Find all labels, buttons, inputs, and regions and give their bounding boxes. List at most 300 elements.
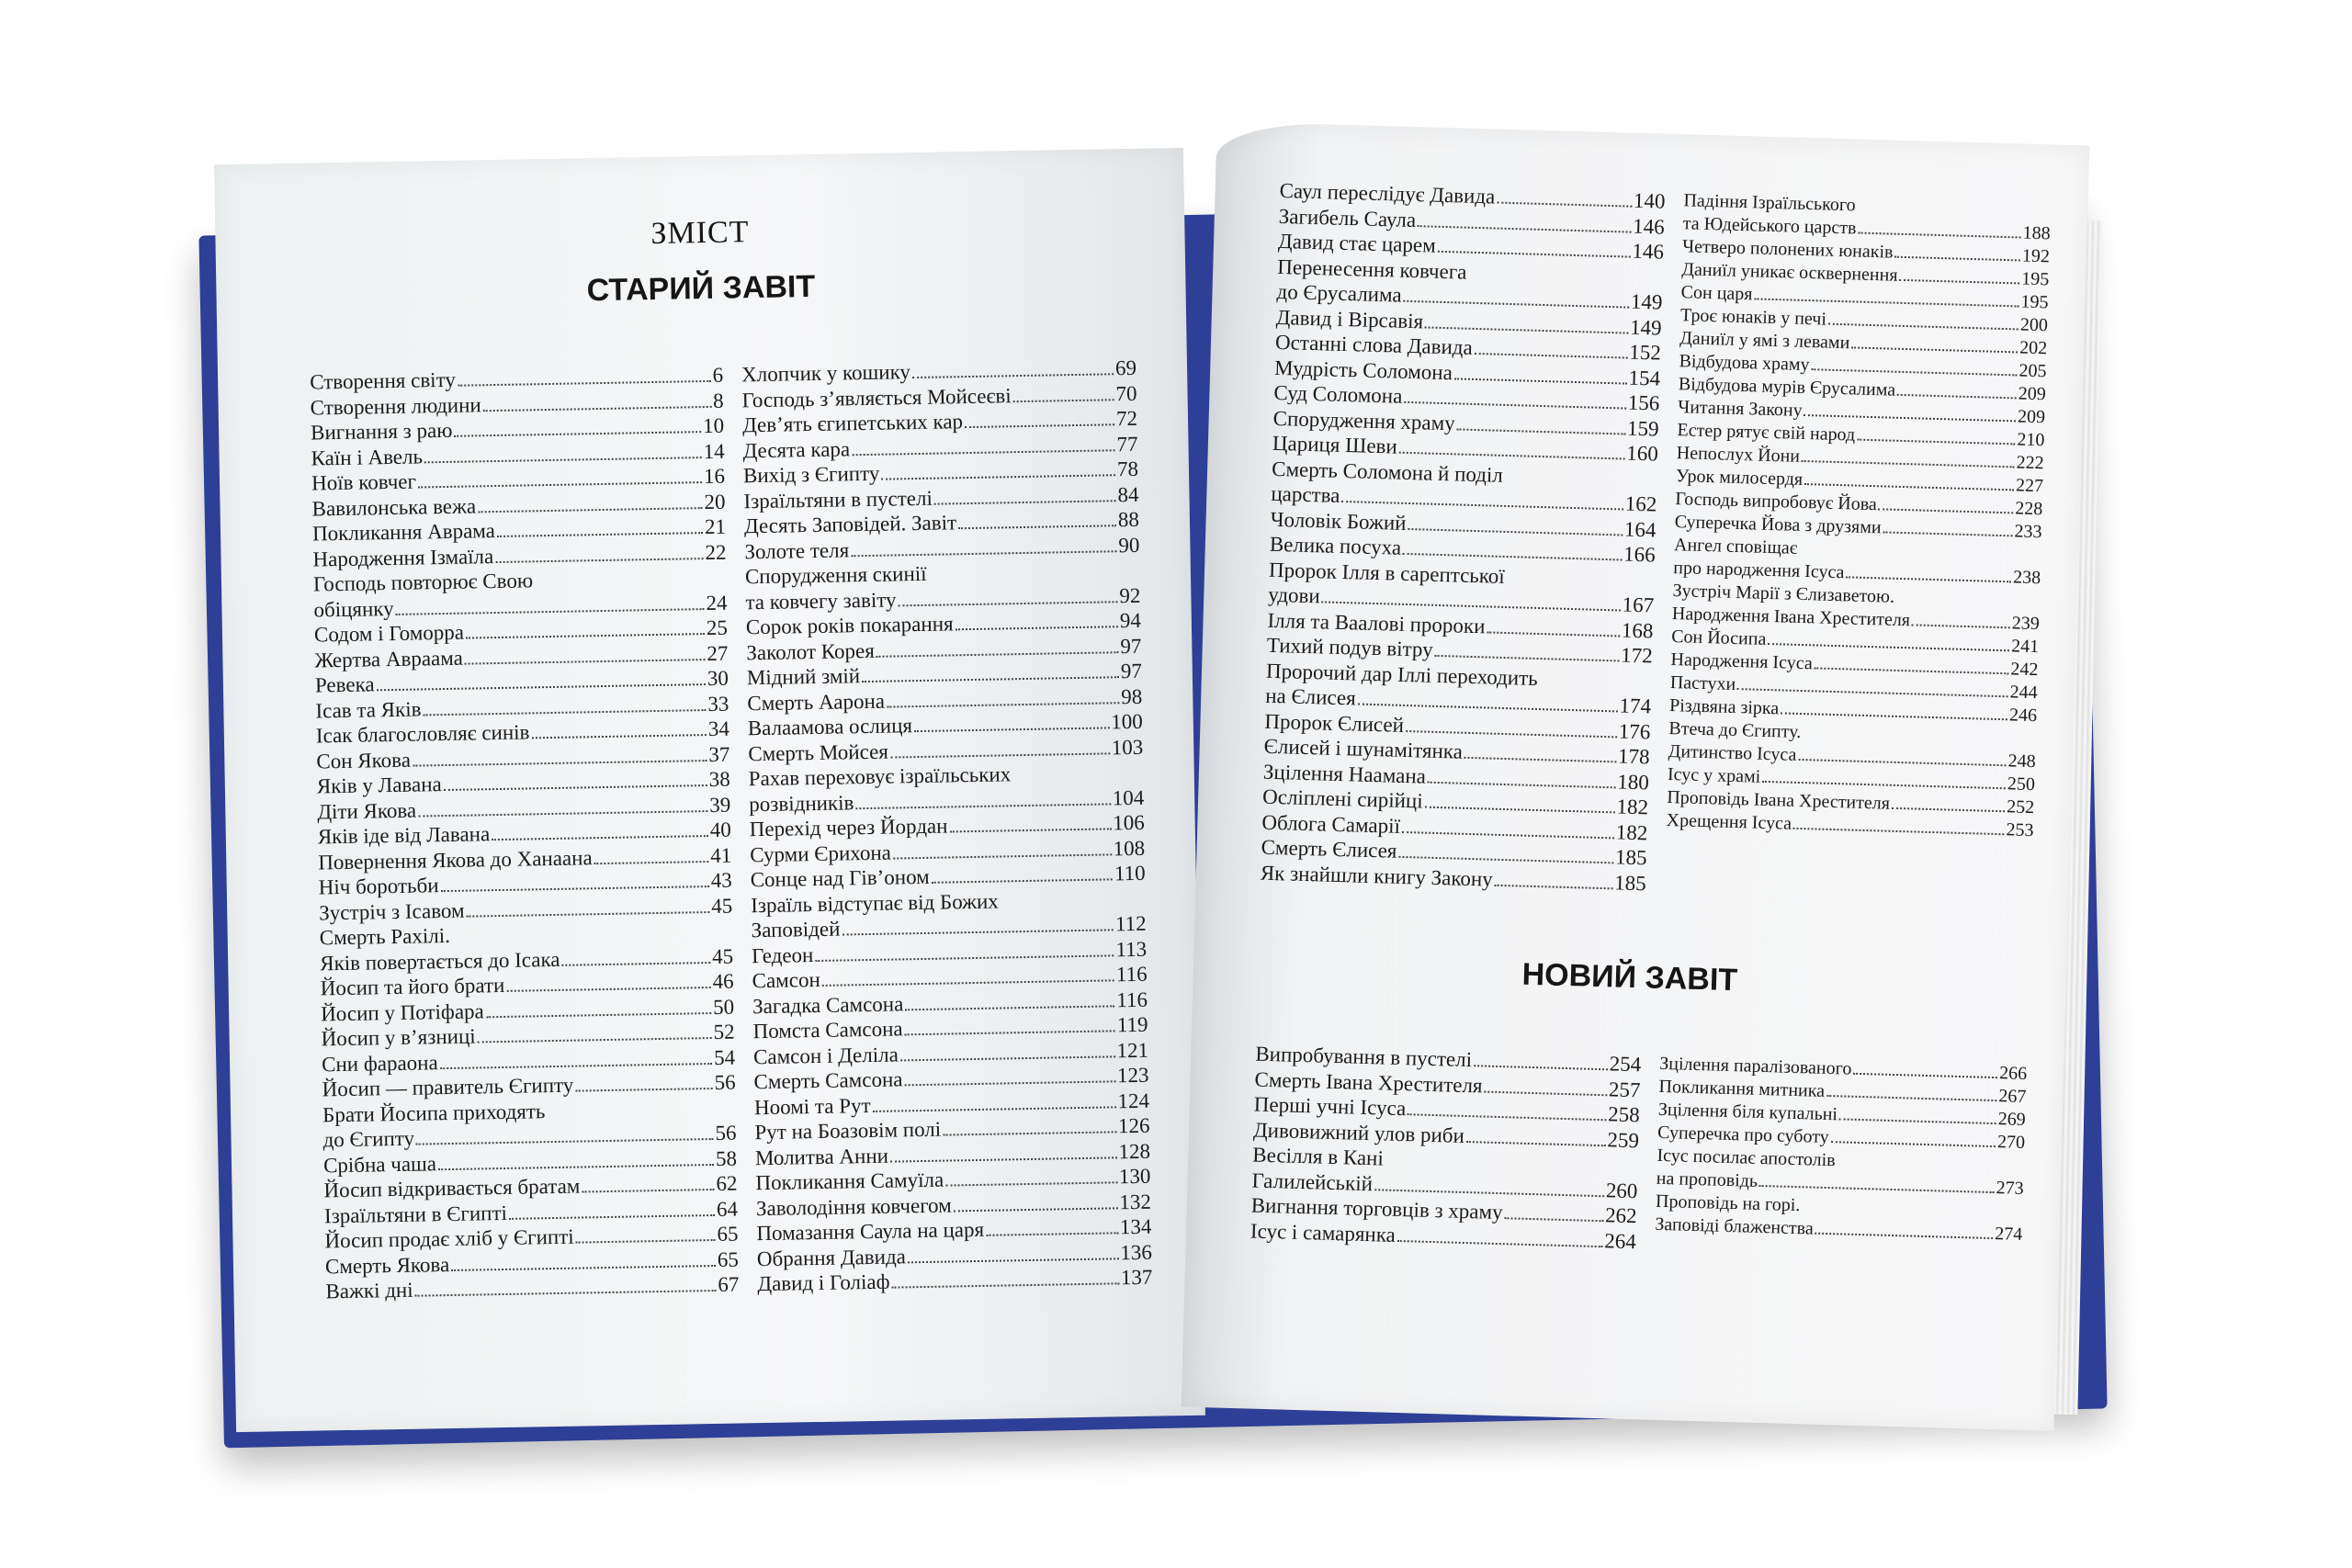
dot-leader: [1811, 355, 2017, 376]
toc-page-number: 123: [1116, 1063, 1149, 1088]
dot-leader: [1858, 219, 2021, 239]
dot-leader: [458, 365, 711, 387]
toc-entry-title: Самсон: [752, 967, 820, 993]
dot-leader: [842, 913, 1114, 935]
toc-page-number: 242: [2010, 659, 2039, 681]
toc-page-number: 178: [1617, 744, 1650, 769]
toc-page-number: 132: [1119, 1190, 1152, 1213]
toc-entry-title: Гедеон: [751, 942, 814, 967]
dot-leader: [416, 1122, 714, 1145]
dot-leader: [1793, 814, 2005, 835]
toc-entry-title: Ревека: [314, 672, 375, 697]
toc-entry-title: Народження Івана Хрестителя: [1671, 604, 1911, 631]
toc-page-number: 126: [1117, 1113, 1150, 1138]
toc-page-number: 228: [2014, 498, 2043, 520]
dot-leader: [413, 743, 707, 766]
toc-entry-title: Брати Йосипа приходять: [322, 1099, 546, 1126]
toc-entry-title: Валаамова ослиця: [747, 714, 913, 740]
dot-leader: [1012, 383, 1114, 402]
toc-page-number: 116: [1116, 987, 1148, 1011]
toc-page-number: 46: [712, 969, 734, 993]
toc-entry-title: Дитинство Ісуса: [1668, 740, 1797, 765]
dot-leader: [1815, 1219, 1994, 1239]
dot-leader: [1487, 615, 1620, 637]
dot-leader: [1831, 1127, 1996, 1147]
dot-leader: [414, 1274, 716, 1297]
dot-leader: [1883, 517, 2012, 536]
dot-leader: [1374, 1172, 1604, 1196]
toc-entry-title: Покликання митника: [1658, 1076, 1826, 1101]
toc-page-number: 176: [1618, 718, 1651, 743]
toc-entry-title: Створення людини: [310, 392, 481, 420]
toc-entry-title: Сон царя: [1680, 282, 1753, 305]
dot-leader: [872, 1090, 1115, 1112]
toc-entry-title: Вихід з Єгипту: [742, 461, 880, 488]
toc-entry-title: розвідників: [749, 790, 854, 816]
dot-leader: [943, 1115, 1116, 1136]
toc-page-number: 52: [713, 1020, 735, 1043]
dot-leader: [1504, 1201, 1603, 1222]
dot-leader: [953, 1191, 1117, 1212]
toc-entry-title: Ізраїльтяни в Єгипті: [323, 1201, 508, 1227]
toc-entry-title: Йосип відкривається братам: [323, 1174, 581, 1202]
dot-leader: [495, 541, 704, 562]
toc-page-number: 106: [1112, 810, 1145, 835]
dot-leader: [478, 491, 703, 513]
toc-page-number: 56: [714, 1070, 736, 1094]
dot-leader: [443, 769, 707, 791]
dot-leader: [1457, 412, 1626, 434]
toc-entry-title: Хрещення Ісуса: [1666, 809, 1792, 834]
toc-page-number: 10: [702, 413, 725, 438]
toc-page-number: 20: [704, 490, 726, 513]
toc-entry-title: Народження Ісуса: [1670, 649, 1814, 674]
toc-entry-title: до Єгипту: [322, 1126, 415, 1152]
toc-page-number: 58: [715, 1146, 738, 1170]
toc-page-number: 154: [1628, 366, 1661, 390]
dot-leader: [908, 1242, 1119, 1263]
toc-page-number: 167: [1622, 592, 1655, 617]
toc-entry-title: Зцілення біля купальні: [1657, 1099, 1838, 1125]
toc-entry-title: про народження Ісуса: [1673, 558, 1845, 583]
toc-page-number: 72: [1115, 406, 1138, 431]
toc-page-number: 168: [1621, 618, 1654, 642]
toc-entry-title: Мудрість Соломона: [1273, 355, 1453, 384]
toc-entry-title: Смерть Якова: [324, 1252, 450, 1278]
toc-entry-title: обіцянку: [313, 596, 394, 621]
toc-page-number: 137: [1120, 1265, 1153, 1290]
dot-leader: [1802, 446, 2015, 468]
toc-page-number: 254: [1609, 1052, 1642, 1077]
toc-entry-title: Йосип та його брати: [320, 973, 505, 1000]
toc-entry-title: Ісус посилає апостолів: [1657, 1145, 1836, 1171]
toc-entry-title: Зцілення паралізованого: [1658, 1053, 1852, 1079]
toc-entry-title: Рахав переховує ізраїльських: [748, 762, 1012, 791]
toc-entry-title: Даниїл у ямі з левами: [1679, 328, 1850, 354]
dot-leader: [1497, 186, 1632, 207]
toc-page-number: 38: [708, 767, 731, 792]
dot-leader: [492, 819, 708, 840]
dot-leader: [958, 509, 1116, 529]
dot-leader: [986, 1216, 1118, 1236]
dot-leader: [852, 433, 1115, 455]
toc-entry-title: Суперечка про суботу: [1657, 1122, 1830, 1148]
toc-page-number: 182: [1615, 819, 1648, 844]
toc-page-number: 241: [2010, 636, 2040, 658]
toc-page-number: 136: [1120, 1240, 1153, 1264]
toc-page-number: 273: [1996, 1178, 2024, 1199]
toc-page-number: 97: [1120, 634, 1142, 658]
toc-entry-title: Пророк Єлисей: [1264, 709, 1405, 737]
dot-leader: [466, 895, 709, 917]
toc-column: [310, 363, 740, 1304]
toc-entry-title: Перші учні Ісуса: [1253, 1092, 1407, 1121]
dot-leader: [900, 1040, 1115, 1061]
dot-leader: [395, 592, 704, 615]
dot-leader: [855, 787, 1111, 809]
toc-entry-title: Смерть Мойсея: [748, 739, 889, 765]
dot-leader: [1418, 209, 1632, 232]
toc-entry-title: Яків повертається до Ісака: [320, 947, 560, 975]
old-testament-heading: СТАРИЙ ЗАВІТ: [586, 268, 816, 309]
toc-entry-title: Ноомі та Рут: [753, 1093, 871, 1119]
toc-page-number: 54: [713, 1045, 736, 1069]
toc-page-number: 33: [707, 692, 729, 716]
dot-leader: [1815, 653, 2009, 674]
dot-leader: [1826, 1081, 1997, 1101]
toc-page-number: 269: [1997, 1109, 2027, 1131]
dot-leader: [1398, 840, 1613, 864]
toc-page-number: 166: [1623, 542, 1657, 567]
toc-entry-title: Рут на Боазовім полі: [754, 1117, 942, 1145]
toc-entry-title: Вавилонська вежа: [311, 493, 477, 521]
toc-page-number: 113: [1115, 937, 1148, 961]
toc-entry-title: Читання Закону: [1677, 397, 1803, 421]
toc-entry-title: Давид і Вірсавія: [1275, 305, 1424, 333]
dot-leader: [1464, 741, 1617, 763]
toc-page-number: 100: [1111, 709, 1143, 734]
toc-entry-title: Мідний змій: [746, 664, 861, 690]
toc-entry-title: Покликання Аврама: [311, 519, 496, 546]
toc-page-number: 188: [2022, 222, 2051, 244]
dot-leader: [423, 693, 706, 716]
toc-entry-title: до Єрусалима: [1276, 279, 1403, 307]
dot-leader: [1424, 790, 1614, 813]
toc-entry-title: та ковчегу завіту: [745, 587, 897, 614]
toc-entry-title: Ангел сповіщає: [1673, 535, 1798, 558]
toc-entry-title: Молитва Анни: [754, 1144, 889, 1169]
dot-leader: [1466, 1124, 1606, 1145]
toc-entry-title: Урок милосердя: [1675, 466, 1804, 490]
dot-leader: [1358, 687, 1618, 712]
dot-leader: [1912, 610, 2010, 628]
toc-entry-title: Содом і Гоморра: [313, 620, 465, 647]
toc-page-number: 22: [705, 540, 727, 564]
dot-leader: [914, 711, 1110, 732]
toc-entry-title: Яків у Лавана: [316, 773, 442, 798]
toc-column: [1250, 1042, 1642, 1255]
dot-leader: [440, 870, 709, 892]
toc-page-number: 69: [1114, 355, 1137, 380]
dot-leader: [509, 1198, 715, 1219]
toc-entry-title: Золоте теля: [744, 537, 850, 563]
dot-leader: [1851, 333, 2018, 353]
toc-page-number: 112: [1114, 911, 1147, 936]
toc-page-number: 149: [1630, 289, 1663, 314]
dot-leader: [483, 389, 712, 412]
dot-leader: [438, 1147, 714, 1169]
toc-page-number: 202: [2018, 337, 2048, 359]
toc-page-number: 149: [1629, 315, 1662, 340]
toc-entry-title: Єлисей і шунамітянка: [1263, 734, 1464, 763]
toc-entry-title: Спорудження скинії: [744, 561, 927, 589]
toc-page-number: 209: [2018, 383, 2047, 405]
toc-entry-title: Тихий подув вітру: [1266, 633, 1433, 661]
toc-entry-title: Втеча до Єгипту.: [1668, 718, 1802, 743]
toc-page-number: 146: [1632, 239, 1665, 264]
toc-entry-title: удови: [1268, 582, 1321, 608]
dot-leader: [932, 863, 1114, 884]
toc-entry-title: Суперечка Йова з друзями: [1674, 512, 1882, 538]
toc-entry-title: Естер рятує свій народ: [1677, 420, 1856, 446]
dot-leader: [965, 408, 1114, 428]
toc-entry-title: Падіння Ізраїльського: [1683, 190, 1856, 216]
new-testament-heading: НОВИЙ ЗАВІТ: [1521, 956, 1738, 998]
toc-entry-title: Галилейській: [1251, 1168, 1374, 1195]
toc-entry-title: Хлопчик у кошику: [741, 360, 911, 387]
toc-page-number: 180: [1616, 769, 1650, 794]
toc-page-number: 130: [1118, 1164, 1151, 1189]
toc-entry-title: Заповідей: [751, 917, 841, 942]
dot-leader: [439, 1046, 712, 1068]
dot-leader: [451, 1248, 716, 1270]
toc-page-number: 239: [2011, 613, 2041, 635]
toc-entry-title: Сорок років покарання: [745, 612, 954, 639]
toc-page-number: 227: [2015, 475, 2044, 497]
toc-page-number: 84: [1117, 482, 1139, 506]
dot-leader: [881, 458, 1115, 480]
toc-page-number: 182: [1616, 795, 1649, 819]
dot-leader: [887, 685, 1120, 707]
dot-leader: [945, 1166, 1117, 1187]
toc-page-number: 43: [710, 868, 732, 892]
dot-leader: [851, 534, 1117, 556]
toc-entry-title: Загадка Самсона: [752, 991, 904, 1018]
toc-entry-title: Непослух Йони: [1676, 443, 1801, 467]
toc-page-number: 40: [709, 818, 731, 842]
toc-page-number: 152: [1629, 340, 1662, 365]
toc-page-number: 90: [1118, 533, 1140, 557]
toc-page-number: 108: [1113, 836, 1146, 860]
dot-leader: [1438, 235, 1631, 258]
toc-page-number: 50: [712, 995, 735, 1019]
toc-entry-title: Господь випробовує Йова: [1675, 489, 1878, 515]
toc-page-number: 246: [2008, 705, 2038, 727]
toc-entry-title: Пророк Ілля в сарептської: [1268, 558, 1506, 588]
toc-page-number: 104: [1112, 785, 1145, 809]
toc-column: [1666, 189, 2051, 842]
toc-entry-title: Жертва Авраама: [314, 646, 464, 671]
dot-leader: [531, 718, 707, 739]
toc-page-number: 62: [716, 1171, 738, 1195]
toc-page-number: 25: [706, 615, 729, 640]
toc-page-number: 248: [2007, 750, 2036, 773]
toc-page-number: 270: [1996, 1132, 2026, 1153]
dot-leader: [1495, 868, 1613, 889]
toc-entry-title: Смерть Івана Хрестителя: [1254, 1067, 1483, 1097]
dot-leader: [1798, 745, 2007, 766]
toc-column: [741, 355, 1153, 1297]
toc-page-number: 274: [1994, 1224, 2023, 1245]
toc-entry-title: Заволодіння ковчегом: [755, 1192, 952, 1220]
dot-leader: [1428, 765, 1616, 788]
toc-entry-title: Четверо полонених юнаків: [1681, 236, 1894, 263]
dot-leader: [418, 794, 707, 817]
toc-page-number: 6: [712, 363, 724, 387]
toc-entry-title: Випробування в пустелі: [1255, 1042, 1473, 1072]
toc-entry-title: Ізраїльтяни в пустелі: [743, 486, 933, 513]
toc-entry-title: Каїн і Авель: [311, 444, 424, 470]
toc-page-number: 37: [708, 742, 730, 766]
toc-entry-title: на проповідь: [1656, 1168, 1758, 1191]
dot-leader: [575, 1224, 715, 1244]
dot-leader: [1804, 469, 2014, 491]
dot-leader: [822, 964, 1115, 987]
toc-page-number: 160: [1625, 441, 1659, 466]
toc-page-number: 103: [1111, 735, 1144, 759]
dot-leader: [815, 939, 1114, 962]
dot-leader: [1475, 337, 1628, 359]
dot-leader: [891, 1267, 1119, 1289]
toc-entry-title: Облога Самарії: [1261, 810, 1401, 838]
toc-page-number: 146: [1632, 214, 1666, 239]
toc-entry-title: Давид стає царем: [1277, 229, 1437, 257]
dot-leader: [465, 642, 706, 664]
toc-entry-title: Перенесення ковчега: [1276, 254, 1467, 284]
toc-entry-title: Цариця Шеви: [1272, 431, 1398, 458]
right-page: [1182, 121, 2090, 1431]
toc-entry-title: Давид і Голіаф: [757, 1269, 890, 1296]
toc-page-number: 162: [1624, 491, 1657, 516]
dot-leader: [1399, 435, 1625, 459]
dot-leader: [1408, 512, 1623, 536]
toc-entry-title: Повернення Якова до Ханаана: [318, 845, 593, 874]
dot-leader: [1846, 562, 2011, 582]
dot-leader: [506, 971, 711, 992]
toc-page-number: 116: [1115, 962, 1148, 987]
toc-entry-title: Заколот Корея: [746, 638, 875, 664]
toc-page-number: 67: [718, 1272, 740, 1296]
toc-entry-title: Обрання Давида: [756, 1244, 907, 1270]
toc-entry-title: Спорудження храму: [1272, 406, 1456, 434]
toc-page-number: 210: [2017, 429, 2045, 451]
dot-leader: [890, 1141, 1117, 1163]
toc-entry-title: Господь повторює Свою: [312, 569, 534, 596]
toc-entry-title: Останні слова Давида: [1274, 330, 1474, 359]
toc-page-number: 77: [1116, 432, 1138, 456]
toc-entry-title: Пророчий дар Іллі переходить: [1265, 659, 1539, 690]
toc-page-number: 92: [1119, 583, 1141, 607]
toc-entry-title: Смерть Самсона: [753, 1067, 903, 1094]
toc-entry-title: Заповіді блаженства: [1655, 1213, 1815, 1239]
dot-leader: [1403, 285, 1629, 309]
toc-page-number: 88: [1117, 507, 1140, 532]
toc-entry-title: Троє юнаків у печі: [1679, 305, 1827, 330]
toc-page-number: 174: [1619, 694, 1652, 718]
toc-entry-title: Велика посуха: [1269, 532, 1402, 559]
toc-page-number: 21: [704, 514, 727, 539]
toc-page-number: 45: [710, 894, 733, 918]
toc-entry-title: Сон Йосипа: [1670, 626, 1767, 649]
dot-leader: [1403, 537, 1623, 561]
toc-entry-title: Ісак благословляє синів: [315, 720, 530, 748]
toc-page-number: 257: [1608, 1077, 1641, 1101]
toc-entry-title: Сонце над Гів’оном: [750, 864, 930, 892]
toc-page-number: 34: [707, 716, 730, 741]
toc-page-number: 252: [2006, 796, 2035, 818]
dot-leader: [955, 610, 1118, 630]
toc-page-number: 14: [703, 439, 725, 463]
toc-page-number: 140: [1633, 188, 1666, 213]
dot-leader: [1484, 1075, 1607, 1096]
toc-page-number: 110: [1114, 861, 1146, 886]
toc-entry-title: Самсон і Деліла: [752, 1042, 899, 1068]
dot-leader: [876, 635, 1119, 657]
dot-leader: [1404, 386, 1626, 410]
toc-page-number: 41: [710, 843, 732, 867]
toc-page-number: 27: [707, 641, 729, 665]
toc-page-number: 250: [2007, 773, 2036, 795]
toc-page-number: 121: [1116, 1038, 1149, 1062]
dot-leader: [1406, 714, 1617, 738]
toc-entry-title: Йосип у в’язниці: [321, 1024, 476, 1051]
toc-entry-title: Яків іде від Лавана: [317, 822, 491, 849]
toc-entry-title: Дивовижний улов риби: [1252, 1118, 1465, 1147]
toc-page-number: 24: [706, 591, 728, 615]
dot-leader: [862, 660, 1119, 682]
toc-entry-title: Срібна чаша: [322, 1151, 437, 1177]
toc-entry-title: Сон Якова: [316, 748, 412, 773]
toc-entry-title: Саул переслідує Давида: [1279, 178, 1496, 209]
toc-page-number: 266: [1998, 1063, 2028, 1085]
dot-leader: [477, 1021, 711, 1043]
toc-page-number: 185: [1614, 845, 1647, 870]
toc-entry-title: Смерть Рахілі.: [319, 923, 451, 950]
toc-page-number: 267: [1998, 1086, 2027, 1108]
toc-entry-title: Зцілення Наамана: [1262, 760, 1427, 788]
dot-leader: [949, 812, 1111, 832]
toc-page-number: 39: [709, 793, 731, 817]
toc-page-number: 209: [2017, 406, 2046, 428]
toc-page-number: 258: [1607, 1102, 1641, 1127]
dot-leader: [1853, 1059, 1997, 1078]
toc-entry-title: Дев’ять єгипетських кар: [741, 410, 964, 437]
toc-entry-title: Сни фараона: [321, 1050, 438, 1076]
toc-page-number: 45: [711, 944, 734, 968]
toc-entry-title: Відбудова мурів Єрусалима: [1678, 374, 1896, 400]
toc-page-number: 94: [1119, 608, 1142, 633]
dot-leader: [1879, 494, 2014, 513]
toc-page-number: 8: [712, 389, 724, 412]
toc-page-number: 238: [2012, 567, 2041, 589]
dot-leader: [905, 989, 1114, 1010]
toc-entry-title: Даниїл уникає осквернення: [1681, 259, 1898, 286]
toc-page-number: 164: [1623, 517, 1657, 542]
dot-leader: [890, 737, 1110, 758]
toc-entry-title: Проповідь Івана Хрестителя: [1667, 786, 1891, 814]
toc-page-number: 64: [716, 1197, 739, 1221]
toc-entry-title: Створення світу: [309, 367, 457, 394]
